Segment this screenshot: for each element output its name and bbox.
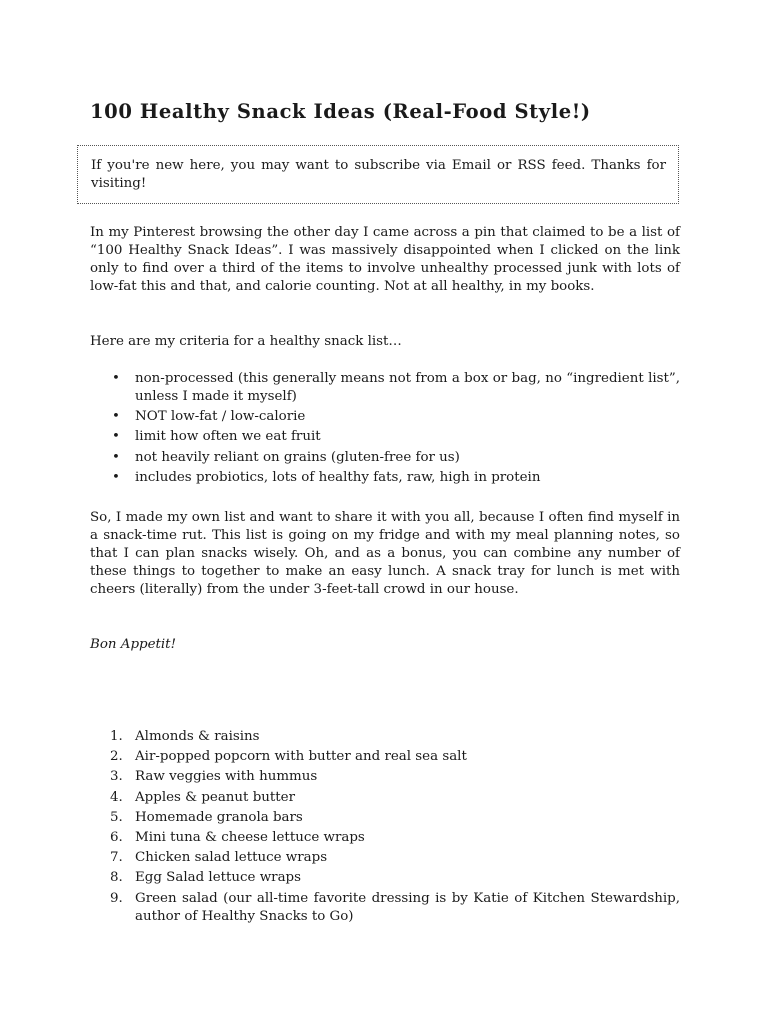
list-item <box>90 849 680 867</box>
list-item-text: Raw veggies with hummus <box>135 769 318 785</box>
list-number: 3. <box>110 769 123 785</box>
snack-list <box>90 728 680 928</box>
list-number: 7. <box>110 850 123 866</box>
list-item <box>90 789 680 807</box>
body-paragraph: So, I made my own list and want to share it with you all, because I often find myself in a snack-time rut. This list is going on my fridge and with my meal planning notes, so that I can plan snacks wisely. Oh, and as a bonus, you can combine any number of these things to together to make an easy lunch. A snack tray for lunch is met with cheers (literally) from the under 3-feet-tall crowd in our house. <box>90 510 680 597</box>
list-number: 2. <box>110 749 123 765</box>
list-number: 5. <box>110 809 123 825</box>
list-item <box>90 869 680 887</box>
list-item-text: Green salad (our all-time favorite dressing is by Katie of Kitchen Stewardship, author of Healthy Snacks to Go) <box>135 890 680 924</box>
list-number: 8. <box>110 870 123 886</box>
criteria-list <box>90 370 680 489</box>
list-number: 4. <box>110 789 123 805</box>
subscribe-notice-text: If you're new here, you may want to subscribe via Email or RSS feed. Thanks for visiting! <box>91 158 666 191</box>
list-item-text: Apples & peanut butter <box>135 789 295 805</box>
page-title: 100 Healthy Snack Ideas (Real-Food Style!) <box>90 100 591 123</box>
list-item-text: Almonds & raisins <box>135 729 260 744</box>
criteria-item: • includes probiotics, lots of healthy fats, raw, high in protein <box>90 469 680 487</box>
criteria-item: • limit how often we eat fruit <box>90 428 680 446</box>
list-number: 1. <box>110 729 123 744</box>
list-item-text: Chicken salad lettuce wraps <box>135 850 328 866</box>
list-item <box>90 728 680 746</box>
list-item-text: Egg Salad lettuce wraps <box>135 870 301 886</box>
list-item <box>90 890 680 926</box>
list-item-text: Homemade granola bars <box>135 809 303 825</box>
list-item <box>90 768 680 786</box>
list-number: 6. <box>110 829 123 845</box>
list-item <box>90 748 680 766</box>
criteria-item: • not heavily reliant on grains (gluten-free for us) <box>90 449 680 467</box>
intro-paragraph: In my Pinterest browsing the other day I came across a pin that claimed to be a list of “100 Healthy Snack Ideas”. I was massively disappointed when I clicked on the link only to find over a third of the items to involve unhealthy processed junk with lots of low-fat this and that, and calorie counting. Not at all healthy, in my books. <box>90 225 680 294</box>
list-item-text: Mini tuna & cheese lettuce wraps <box>135 829 365 845</box>
list-item <box>90 829 680 847</box>
criteria-item: • NOT low-fat / low-calorie <box>90 408 680 426</box>
subscribe-notice <box>77 145 679 204</box>
list-number: 9. <box>110 890 123 906</box>
list-item <box>90 809 680 827</box>
signoff: Bon Appetit! <box>90 637 176 652</box>
list-item-text: Air-popped popcorn with butter and real sea salt <box>135 749 467 765</box>
criteria-item: • non-processed (this generally means not from a box or bag, no “ingredient list”, unless I made it myself) <box>90 370 680 406</box>
criteria-intro: Here are my criteria for a healthy snack list… <box>90 334 402 349</box>
